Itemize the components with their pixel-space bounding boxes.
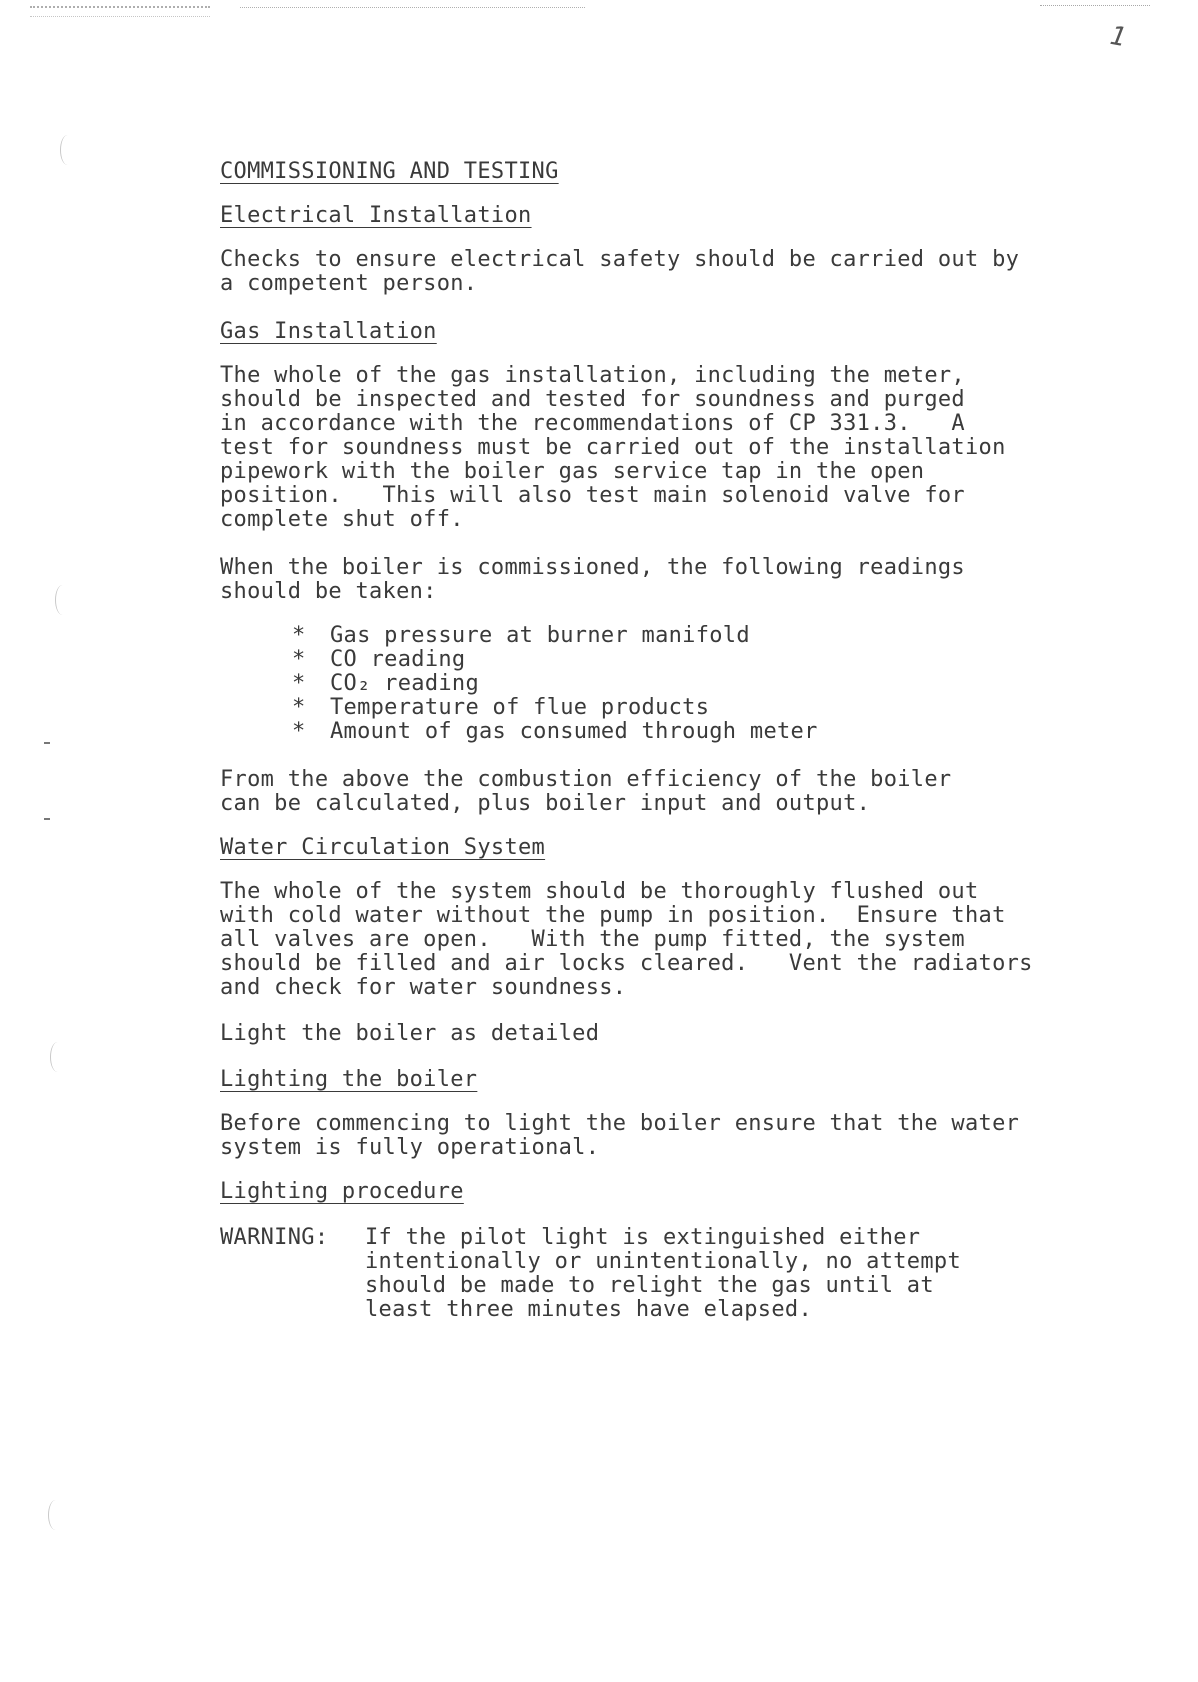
bullet-star: * bbox=[292, 671, 306, 696]
section-heading-gas: Gas Installation bbox=[220, 319, 437, 344]
electrical-paragraph: Checks to ensure electrical safety should be carried out by a competent person. bbox=[220, 247, 1020, 296]
warning-block bbox=[220, 1226, 1120, 1322]
warning-text: If the pilot light is extinguished either intentionally or unintentionally, no attempt should be made to relight the gas until at least three minutes have elapsed. bbox=[365, 1225, 961, 1322]
scan-artifact-top-left bbox=[30, 6, 210, 17]
list-item: * Temperature of flue products bbox=[292, 695, 710, 720]
efficiency-paragraph: From the above the combustion efficiency of the boiler can be calculated, plus boiler input and output. bbox=[220, 767, 952, 816]
lighting-paragraph: Before commencing to light the boiler ensure that the water system is fully operational. bbox=[220, 1111, 1020, 1160]
gas-paragraph: The whole of the gas installation, including the meter, should be inspected and tested for soundness and purged in accordance with the recommendations of CP 331.3. A test for soundness must be carried out of the installation pipework with the boiler gas service tap in the open position. This will also test main solenoid valve for complete shut off. bbox=[220, 363, 1006, 532]
section-heading-procedure: Lighting procedure bbox=[220, 1179, 464, 1204]
section-heading-electrical: Electrical Installation bbox=[220, 203, 532, 228]
scan-artifact-top-right bbox=[1040, 5, 1150, 6]
bullet-star: * bbox=[292, 695, 306, 720]
bullet-star: * bbox=[292, 647, 306, 672]
document-title: COMMISSIONING AND TESTING bbox=[220, 159, 559, 184]
light-boiler-note: Light the boiler as detailed bbox=[220, 1021, 600, 1046]
list-item: * Amount of gas consumed through meter bbox=[292, 719, 818, 744]
bullet-star: * bbox=[292, 719, 306, 744]
section-heading-water: Water Circulation System bbox=[220, 835, 546, 860]
section-heading-lighting: Lighting the boiler bbox=[220, 1067, 478, 1092]
list-item: * CO reading bbox=[292, 647, 466, 672]
punch-hole-mark bbox=[55, 585, 70, 615]
list-item: * Gas pressure at burner manifold bbox=[292, 623, 750, 648]
readings-list bbox=[220, 624, 1120, 744]
scan-artifact-top-middle bbox=[240, 7, 585, 8]
edge-mark bbox=[44, 818, 50, 820]
warning-label: WARNING: bbox=[220, 1225, 329, 1250]
punch-hole-mark bbox=[50, 1042, 65, 1072]
water-paragraph: The whole of the system should be thoroughly flushed out with cold water without the pump in position. Ensure that all valves are open. With the pump fitted, the system should be filled and air locks cleared. Vent the radiators and check for water soundness. bbox=[220, 879, 1033, 1000]
list-item: * CO₂ reading bbox=[292, 671, 479, 696]
punch-hole-mark bbox=[60, 135, 75, 165]
page-number: 1 bbox=[1107, 20, 1129, 54]
readings-intro: When the boiler is commissioned, the following readings should be taken: bbox=[220, 555, 965, 604]
punch-hole-mark bbox=[48, 1500, 63, 1530]
document-body bbox=[220, 160, 1120, 1322]
edge-mark bbox=[44, 742, 50, 744]
bullet-star: * bbox=[292, 623, 306, 648]
